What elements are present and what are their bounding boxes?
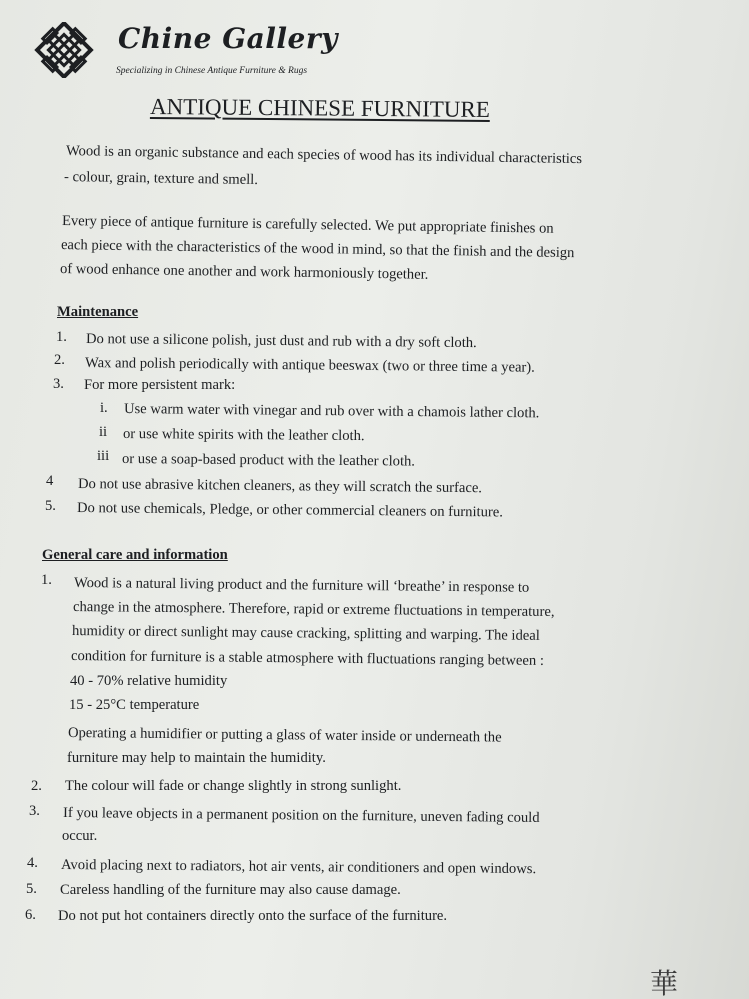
intro-line: Every piece of antique furniture is carefully selected. We put appropriate finishes on (61, 213, 554, 237)
list-item-line: Do not put hot containers directly onto the surface of the furniture. (58, 908, 448, 924)
sub-list-item: or use white spirits with the leather cloth. (122, 426, 365, 445)
general-care-heading: General care and information (42, 547, 228, 563)
list-number: 1. (41, 572, 52, 588)
brand-name: Chine Gallery (118, 22, 338, 55)
list-item-line: change in the atmosphere. Therefore, rapid or extreme fluctuations in temperature, (72, 599, 555, 621)
list-number: 1. (56, 329, 67, 345)
list-number: 5. (26, 881, 37, 897)
list-item-line: Operating a humidifier or putting a glass of water inside or underneath the (67, 725, 502, 746)
intro-line: of wood enhance one another and work harmoniously together. (59, 261, 429, 283)
list-item-line: Careless handling of the furniture may also cause damage. (60, 882, 401, 898)
list-number: 3. (29, 803, 40, 819)
sub-list-number: ii (99, 424, 108, 440)
sub-list-item: or use a soap-based product with the leather cloth. (121, 451, 416, 470)
list-item-line: 15 - 25°C temperature (69, 697, 200, 713)
list-number: 2. (31, 778, 42, 794)
intro-line: each piece with the characteristics of the wood in mind, so that the finish and the design (60, 237, 575, 262)
list-item-line: The colour will fade or change slightly in strong sunlight. (65, 778, 402, 794)
list-item-line: occur. (62, 828, 98, 844)
list-item-line: Wood is a natural living product and the furniture will ‘breathe’ in response to (73, 575, 530, 596)
list-item-line: condition for furniture is a stable atmosphere with fluctuations ranging between : (70, 648, 545, 669)
list-number: 5. (45, 498, 56, 514)
list-number: 3. (53, 376, 64, 392)
intro-line: - colour, grain, texture and smell. (63, 169, 259, 189)
list-item: Do not use abrasive kitchen cleaners, as they will scratch the surface. (77, 476, 483, 497)
list-item-line: 40 - 70% relative humidity (70, 673, 228, 689)
intro-line: Wood is an organic substance and each species of wood has its individual characteristics (65, 143, 583, 168)
list-number: 2. (54, 352, 65, 368)
list-item-line: If you leave objects in a permanent position on the furniture, uneven fading could (62, 805, 540, 826)
sub-list-item: Use warm water with vinegar and rub over with a chamois lather cloth. (123, 401, 540, 422)
list-number: 6. (25, 907, 36, 923)
page-title: ANTIQUE CHINESE FURNITURE (149, 94, 490, 122)
maintenance-heading: Maintenance (57, 304, 139, 320)
endless-knot-logo-icon (32, 22, 96, 78)
chinese-character-stamp: 華 (650, 967, 679, 999)
brand-tagline: Specializing in Chinese Antique Furniture & Rugs (116, 66, 308, 76)
list-number: 4 (46, 473, 54, 489)
list-number: 4. (27, 855, 38, 871)
list-item-line: furniture may help to maintain the humidity. (67, 750, 326, 766)
list-item: For more persistent mark: (84, 377, 236, 393)
list-item: Wax and polish periodically with antique beeswax (two or three time a year). (84, 355, 535, 376)
list-item-line: Avoid placing next to radiators, hot air vents, air conditioners and open windows. (60, 857, 537, 878)
list-item: Do not use chemicals, Pledge, or other commercial cleaners on furniture. (76, 500, 503, 521)
list-item-line: humidity or direct sunlight may cause cracking, splitting and warping. The ideal (71, 623, 540, 644)
list-item: Do not use a silicone polish, just dust and rub with a dry soft cloth. (85, 331, 477, 352)
sub-list-number: i. (100, 400, 108, 416)
sub-list-number: iii (97, 448, 110, 464)
